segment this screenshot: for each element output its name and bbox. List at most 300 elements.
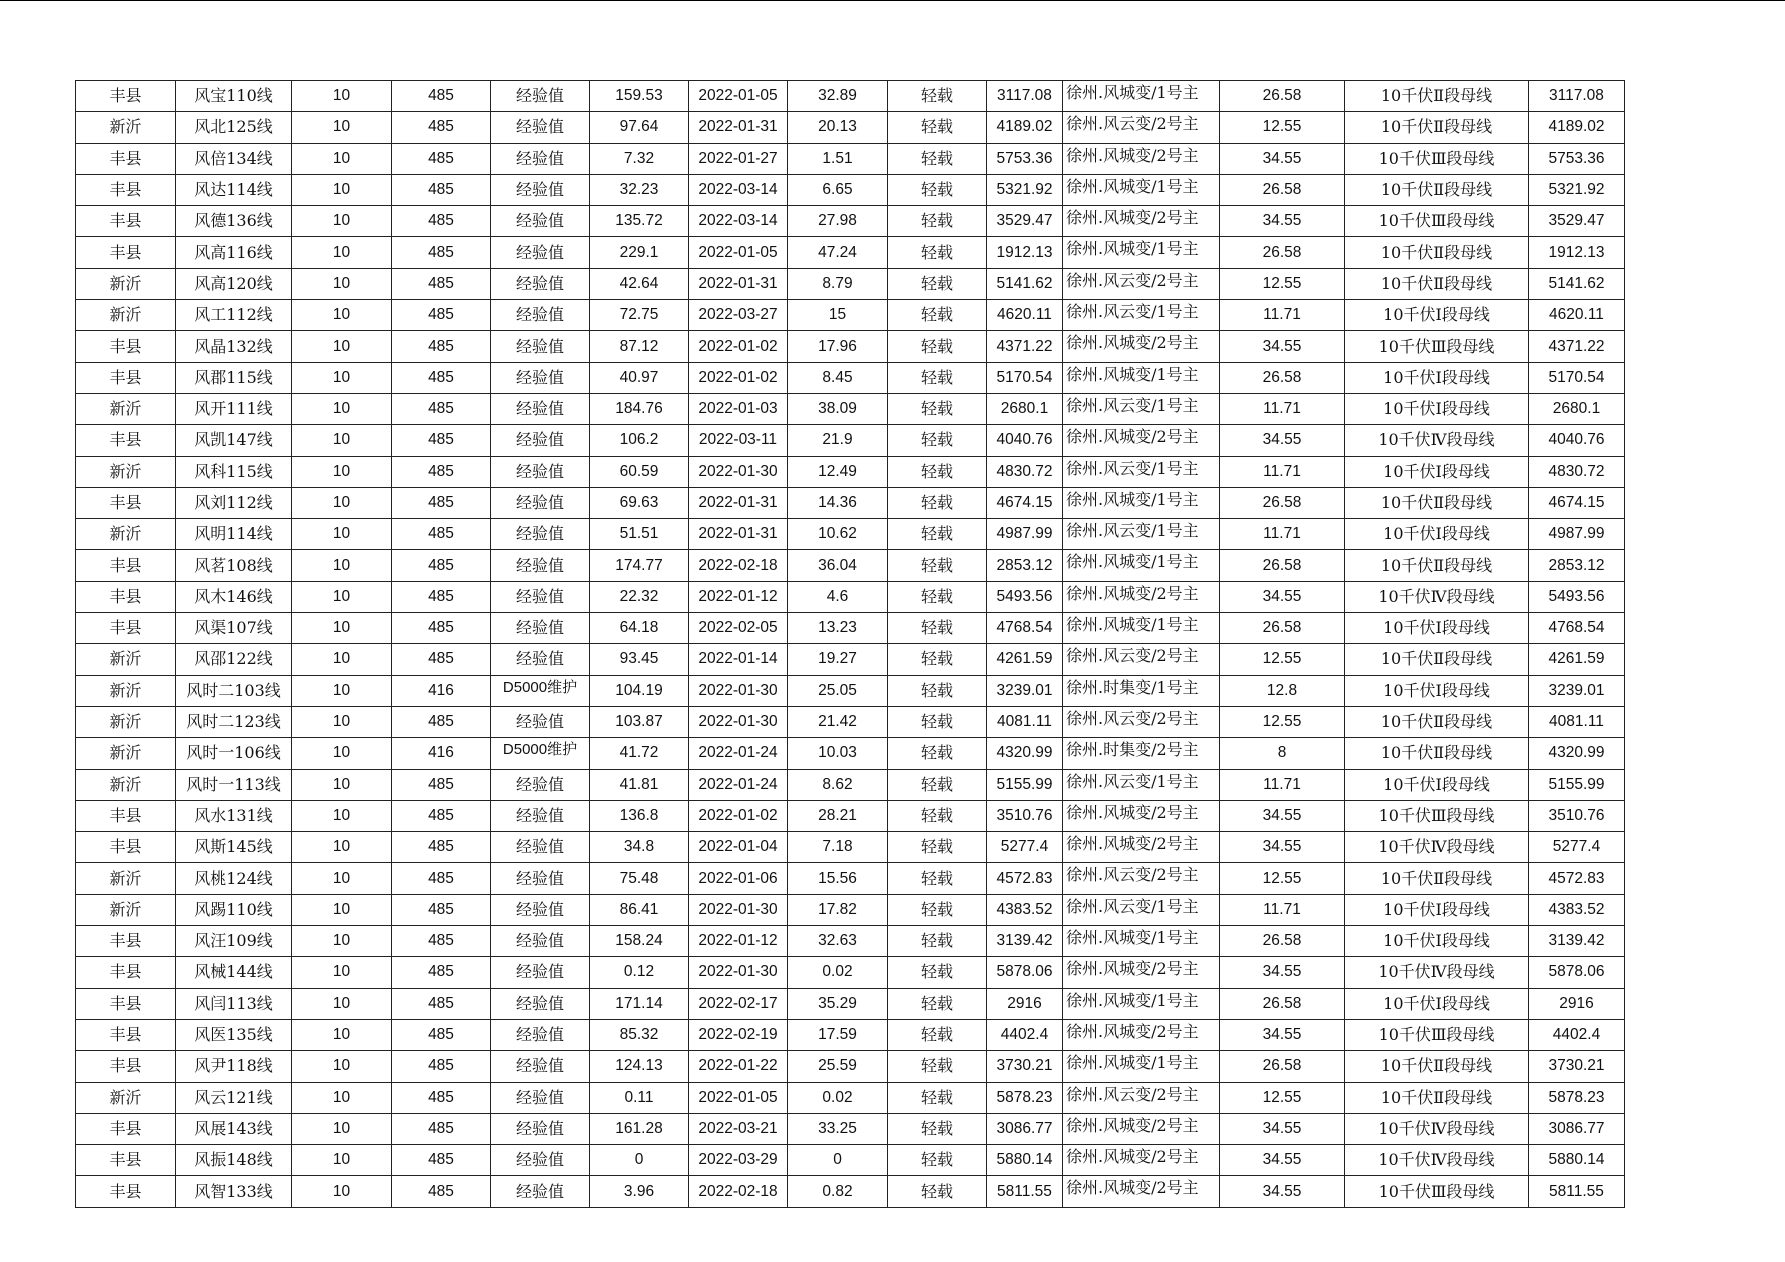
cell-bus-section: 10千伏Ⅱ段母线 — [1345, 1051, 1529, 1082]
cell-line-capacity: 3510.76 — [1529, 800, 1625, 831]
cell-spare-capacity: 5878.23 — [987, 1082, 1063, 1113]
cell-transformer-load-rate: 8 — [1220, 738, 1345, 769]
cell-spare-capacity: 5880.14 — [987, 1145, 1063, 1176]
cell-current-source: 经验值 — [491, 800, 590, 831]
table-row — [76, 1176, 1625, 1207]
cell-county: 丰县 — [76, 237, 176, 268]
cell-spare-capacity: 4674.15 — [987, 487, 1063, 518]
cell-load-rate: 17.96 — [788, 331, 888, 362]
cell-line-capacity: 4768.54 — [1529, 613, 1625, 644]
cell-voltage: 10 — [292, 988, 392, 1019]
cell-load-status: 轻载 — [888, 738, 987, 769]
cell-line-name: 风木146线 — [176, 581, 292, 612]
cell-max-current: 104.19 — [590, 675, 689, 706]
cell-bus-section: 10千伏Ⅲ段母线 — [1345, 331, 1529, 362]
cell-load-status: 轻载 — [888, 550, 987, 581]
cell-bus-section: 10千伏Ⅰ段母线 — [1345, 393, 1529, 424]
cell-county: 丰县 — [76, 581, 176, 612]
cell-line-name: 风科115线 — [176, 456, 292, 487]
cell-line-capacity: 4674.15 — [1529, 487, 1625, 518]
table-row — [76, 331, 1625, 362]
cell-load-status: 轻载 — [888, 1019, 987, 1050]
cell-line-name: 风邵122线 — [176, 644, 292, 675]
cell-line-capacity: 3529.47 — [1529, 206, 1625, 237]
cell-current-source: 经验值 — [491, 1113, 590, 1144]
table-row — [76, 206, 1625, 237]
cell-rated-current: 416 — [392, 738, 491, 769]
cell-line-capacity: 3730.21 — [1529, 1051, 1625, 1082]
cell-spare-capacity: 2680.1 — [987, 393, 1063, 424]
cell-spare-capacity: 5170.54 — [987, 362, 1063, 393]
cell-spare-capacity: 4620.11 — [987, 300, 1063, 331]
cell-rated-current: 485 — [392, 300, 491, 331]
cell-line-name: 风宝110线 — [176, 81, 292, 112]
cell-line-capacity: 4189.02 — [1529, 112, 1625, 143]
cell-max-current: 135.72 — [590, 206, 689, 237]
cell-line-name: 风开111线 — [176, 393, 292, 424]
cell-load-rate: 0 — [788, 1145, 888, 1176]
cell-voltage: 10 — [292, 300, 392, 331]
cell-load-rate: 13.23 — [788, 613, 888, 644]
cell-transformer: 徐州.风云变/1号主 — [1063, 456, 1220, 487]
cell-bus-section: 10千伏Ⅱ段母线 — [1345, 237, 1529, 268]
cell-bus-section: 10千伏Ⅱ段母线 — [1345, 706, 1529, 737]
cell-transformer: 徐州.风城变/2号主 — [1063, 143, 1220, 174]
cell-line-capacity: 3139.42 — [1529, 926, 1625, 957]
cell-spare-capacity: 2916 — [987, 988, 1063, 1019]
cell-line-capacity: 4040.76 — [1529, 425, 1625, 456]
cell-date: 2022-03-14 — [689, 174, 788, 205]
cell-voltage: 10 — [292, 1113, 392, 1144]
cell-transformer: 徐州.风城变/2号主 — [1063, 800, 1220, 831]
cell-transformer: 徐州.风城变/2号主 — [1063, 581, 1220, 612]
cell-max-current: 103.87 — [590, 706, 689, 737]
cell-load-rate: 32.63 — [788, 926, 888, 957]
cell-transformer-load-rate: 26.58 — [1220, 174, 1345, 205]
cell-current-source: 经验值 — [491, 206, 590, 237]
cell-date: 2022-01-12 — [689, 581, 788, 612]
cell-load-rate: 27.98 — [788, 206, 888, 237]
cell-transformer-load-rate: 12.55 — [1220, 112, 1345, 143]
cell-load-status: 轻载 — [888, 206, 987, 237]
cell-transformer-load-rate: 11.71 — [1220, 393, 1345, 424]
cell-transformer-load-rate: 34.55 — [1220, 1113, 1345, 1144]
cell-bus-section: 10千伏Ⅲ段母线 — [1345, 800, 1529, 831]
cell-voltage: 10 — [292, 644, 392, 675]
cell-transformer: 徐州.风云变/2号主 — [1063, 268, 1220, 299]
cell-load-rate: 21.9 — [788, 425, 888, 456]
cell-spare-capacity: 3239.01 — [987, 675, 1063, 706]
cell-rated-current: 485 — [392, 1051, 491, 1082]
cell-spare-capacity: 4383.52 — [987, 894, 1063, 925]
cell-load-status: 轻载 — [888, 362, 987, 393]
cell-load-rate: 15 — [788, 300, 888, 331]
cell-line-name: 风明114线 — [176, 519, 292, 550]
cell-load-rate: 1.51 — [788, 143, 888, 174]
cell-current-source: 经验值 — [491, 832, 590, 863]
cell-spare-capacity: 5878.06 — [987, 957, 1063, 988]
cell-date: 2022-01-02 — [689, 362, 788, 393]
cell-voltage: 10 — [292, 1176, 392, 1207]
cell-line-capacity: 4383.52 — [1529, 894, 1625, 925]
cell-line-name: 风时二123线 — [176, 706, 292, 737]
cell-date: 2022-01-05 — [689, 81, 788, 112]
cell-max-current: 0 — [590, 1145, 689, 1176]
table-row — [76, 581, 1625, 612]
cell-line-capacity: 2680.1 — [1529, 393, 1625, 424]
cell-max-current: 32.23 — [590, 174, 689, 205]
cell-line-capacity: 5277.4 — [1529, 832, 1625, 863]
cell-transformer-load-rate: 26.58 — [1220, 550, 1345, 581]
cell-load-status: 轻载 — [888, 863, 987, 894]
cell-rated-current: 485 — [392, 894, 491, 925]
cell-rated-current: 485 — [392, 206, 491, 237]
cell-current-source: 经验值 — [491, 81, 590, 112]
cell-current-source: 经验值 — [491, 1082, 590, 1113]
cell-current-source: 经验值 — [491, 550, 590, 581]
cell-transformer: 徐州.风云变/2号主 — [1063, 863, 1220, 894]
cell-county: 新沂 — [76, 738, 176, 769]
cell-spare-capacity: 3510.76 — [987, 800, 1063, 831]
table-row — [76, 300, 1625, 331]
cell-current-source: D5000维护 — [491, 738, 590, 769]
cell-rated-current: 485 — [392, 957, 491, 988]
cell-line-capacity: 4402.4 — [1529, 1019, 1625, 1050]
table-row — [76, 1113, 1625, 1144]
cell-load-status: 轻载 — [888, 331, 987, 362]
cell-voltage: 10 — [292, 706, 392, 737]
cell-line-name: 风高116线 — [176, 237, 292, 268]
table-row — [76, 706, 1625, 737]
cell-line-capacity: 2916 — [1529, 988, 1625, 1019]
cell-max-current: 3.96 — [590, 1176, 689, 1207]
cell-line-name: 风时二103线 — [176, 675, 292, 706]
cell-line-name: 风茗108线 — [176, 550, 292, 581]
table-row — [76, 1082, 1625, 1113]
cell-load-rate: 0.82 — [788, 1176, 888, 1207]
cell-load-rate: 14.36 — [788, 487, 888, 518]
cell-voltage: 10 — [292, 362, 392, 393]
cell-rated-current: 485 — [392, 393, 491, 424]
cell-load-rate: 19.27 — [788, 644, 888, 675]
cell-transformer-load-rate: 26.58 — [1220, 81, 1345, 112]
cell-load-status: 轻载 — [888, 143, 987, 174]
cell-transformer-load-rate: 26.58 — [1220, 1051, 1345, 1082]
cell-voltage: 10 — [292, 331, 392, 362]
table-row — [76, 362, 1625, 393]
cell-transformer-load-rate: 12.55 — [1220, 863, 1345, 894]
cell-county: 丰县 — [76, 206, 176, 237]
cell-spare-capacity: 5321.92 — [987, 174, 1063, 205]
cell-spare-capacity: 4081.11 — [987, 706, 1063, 737]
cell-line-name: 风凯147线 — [176, 425, 292, 456]
cell-voltage: 10 — [292, 863, 392, 894]
cell-transformer: 徐州.风城变/1号主 — [1063, 613, 1220, 644]
cell-current-source: 经验值 — [491, 143, 590, 174]
cell-rated-current: 485 — [392, 268, 491, 299]
cell-line-capacity: 4987.99 — [1529, 519, 1625, 550]
cell-bus-section: 10千伏Ⅰ段母线 — [1345, 613, 1529, 644]
cell-current-source: 经验值 — [491, 769, 590, 800]
table-row — [76, 800, 1625, 831]
cell-bus-section: 10千伏Ⅲ段母线 — [1345, 1019, 1529, 1050]
cell-voltage: 10 — [292, 393, 392, 424]
table-row — [76, 613, 1625, 644]
cell-spare-capacity: 4830.72 — [987, 456, 1063, 487]
cell-transformer: 徐州.风城变/2号主 — [1063, 331, 1220, 362]
cell-transformer: 徐州.风城变/1号主 — [1063, 1051, 1220, 1082]
cell-load-status: 轻载 — [888, 1145, 987, 1176]
cell-county: 新沂 — [76, 675, 176, 706]
cell-date: 2022-01-30 — [689, 894, 788, 925]
table-row — [76, 926, 1625, 957]
cell-load-status: 轻载 — [888, 957, 987, 988]
cell-county: 丰县 — [76, 1113, 176, 1144]
cell-date: 2022-03-27 — [689, 300, 788, 331]
cell-max-current: 72.75 — [590, 300, 689, 331]
cell-load-rate: 0.02 — [788, 1082, 888, 1113]
cell-transformer-load-rate: 12.8 — [1220, 675, 1345, 706]
cell-max-current: 174.77 — [590, 550, 689, 581]
cell-line-name: 风德136线 — [176, 206, 292, 237]
cell-current-source: 经验值 — [491, 863, 590, 894]
cell-transformer-load-rate: 34.55 — [1220, 143, 1345, 174]
cell-max-current: 124.13 — [590, 1051, 689, 1082]
cell-bus-section: 10千伏Ⅰ段母线 — [1345, 769, 1529, 800]
cell-rated-current: 485 — [392, 362, 491, 393]
cell-transformer-load-rate: 26.58 — [1220, 988, 1345, 1019]
cell-load-status: 轻载 — [888, 112, 987, 143]
table-row — [76, 112, 1625, 143]
cell-date: 2022-03-14 — [689, 206, 788, 237]
cell-current-source: 经验值 — [491, 237, 590, 268]
cell-transformer-load-rate: 34.55 — [1220, 1019, 1345, 1050]
cell-date: 2022-01-31 — [689, 112, 788, 143]
cell-county: 丰县 — [76, 550, 176, 581]
cell-max-current: 86.41 — [590, 894, 689, 925]
cell-current-source: 经验值 — [491, 174, 590, 205]
cell-max-current: 51.51 — [590, 519, 689, 550]
cell-current-source: 经验值 — [491, 926, 590, 957]
cell-rated-current: 485 — [392, 832, 491, 863]
page-top-rule — [0, 0, 1785, 1]
cell-line-name: 风械144线 — [176, 957, 292, 988]
cell-date: 2022-01-27 — [689, 143, 788, 174]
cell-line-name: 风闫113线 — [176, 988, 292, 1019]
cell-transformer: 徐州.风城变/2号主 — [1063, 1145, 1220, 1176]
cell-county: 新沂 — [76, 644, 176, 675]
cell-voltage: 10 — [292, 112, 392, 143]
cell-bus-section: 10千伏Ⅰ段母线 — [1345, 988, 1529, 1019]
table-row — [76, 268, 1625, 299]
cell-date: 2022-02-05 — [689, 613, 788, 644]
cell-date: 2022-02-18 — [689, 1176, 788, 1207]
cell-transformer-load-rate: 34.55 — [1220, 581, 1345, 612]
cell-rated-current: 485 — [392, 1176, 491, 1207]
cell-voltage: 10 — [292, 550, 392, 581]
cell-transformer-load-rate: 11.71 — [1220, 769, 1345, 800]
cell-rated-current: 485 — [392, 863, 491, 894]
cell-transformer: 徐州.时集变/2号主 — [1063, 738, 1220, 769]
table-row — [76, 1019, 1625, 1050]
cell-bus-section: 10千伏Ⅲ段母线 — [1345, 1176, 1529, 1207]
cell-load-rate: 0.02 — [788, 957, 888, 988]
cell-transformer-load-rate: 34.55 — [1220, 1145, 1345, 1176]
cell-transformer: 徐州.风城变/1号主 — [1063, 237, 1220, 268]
cell-line-name: 风桃124线 — [176, 863, 292, 894]
cell-voltage: 10 — [292, 1051, 392, 1082]
cell-date: 2022-01-30 — [689, 957, 788, 988]
cell-bus-section: 10千伏Ⅱ段母线 — [1345, 550, 1529, 581]
cell-voltage: 10 — [292, 1019, 392, 1050]
cell-transformer: 徐州.风城变/1号主 — [1063, 81, 1220, 112]
cell-current-source: 经验值 — [491, 362, 590, 393]
cell-county: 新沂 — [76, 863, 176, 894]
cell-date: 2022-01-30 — [689, 675, 788, 706]
cell-line-capacity: 4830.72 — [1529, 456, 1625, 487]
cell-transformer: 徐州.风城变/1号主 — [1063, 988, 1220, 1019]
cell-max-current: 184.76 — [590, 393, 689, 424]
cell-max-current: 93.45 — [590, 644, 689, 675]
cell-current-source: 经验值 — [491, 613, 590, 644]
cell-max-current: 7.32 — [590, 143, 689, 174]
cell-transformer-load-rate: 12.55 — [1220, 1082, 1345, 1113]
cell-current-source: 经验值 — [491, 1051, 590, 1082]
cell-county: 丰县 — [76, 1019, 176, 1050]
cell-max-current: 229.1 — [590, 237, 689, 268]
cell-line-name: 风刘112线 — [176, 487, 292, 518]
cell-load-rate: 10.62 — [788, 519, 888, 550]
cell-bus-section: 10千伏Ⅱ段母线 — [1345, 268, 1529, 299]
cell-date: 2022-01-31 — [689, 519, 788, 550]
cell-county: 新沂 — [76, 519, 176, 550]
cell-date: 2022-03-29 — [689, 1145, 788, 1176]
cell-current-source: 经验值 — [491, 1145, 590, 1176]
cell-voltage: 10 — [292, 613, 392, 644]
cell-line-name: 风高120线 — [176, 268, 292, 299]
cell-transformer-load-rate: 12.55 — [1220, 268, 1345, 299]
cell-load-status: 轻载 — [888, 1113, 987, 1144]
cell-load-rate: 36.04 — [788, 550, 888, 581]
cell-load-status: 轻载 — [888, 300, 987, 331]
cell-rated-current: 485 — [392, 926, 491, 957]
cell-line-capacity: 4371.22 — [1529, 331, 1625, 362]
cell-date: 2022-01-30 — [689, 706, 788, 737]
cell-current-source: 经验值 — [491, 331, 590, 362]
table-row — [76, 456, 1625, 487]
cell-date: 2022-01-31 — [689, 487, 788, 518]
table-row — [76, 832, 1625, 863]
cell-load-status: 轻载 — [888, 425, 987, 456]
cell-county: 丰县 — [76, 487, 176, 518]
cell-rated-current: 485 — [392, 237, 491, 268]
cell-county: 丰县 — [76, 1145, 176, 1176]
cell-county: 丰县 — [76, 832, 176, 863]
cell-line-capacity: 5811.55 — [1529, 1176, 1625, 1207]
cell-transformer-load-rate: 34.55 — [1220, 331, 1345, 362]
cell-bus-section: 10千伏Ⅰ段母线 — [1345, 300, 1529, 331]
cell-load-rate: 47.24 — [788, 237, 888, 268]
cell-bus-section: 10千伏Ⅱ段母线 — [1345, 644, 1529, 675]
cell-line-capacity: 4261.59 — [1529, 644, 1625, 675]
cell-current-source: 经验值 — [491, 393, 590, 424]
cell-spare-capacity: 5493.56 — [987, 581, 1063, 612]
cell-bus-section: 10千伏Ⅱ段母线 — [1345, 112, 1529, 143]
cell-transformer: 徐州.风城变/2号主 — [1063, 1019, 1220, 1050]
table-row — [76, 393, 1625, 424]
cell-voltage: 10 — [292, 894, 392, 925]
cell-transformer: 徐州.风云变/1号主 — [1063, 300, 1220, 331]
cell-current-source: 经验值 — [491, 425, 590, 456]
cell-county: 新沂 — [76, 300, 176, 331]
cell-load-status: 轻载 — [888, 675, 987, 706]
cell-spare-capacity: 1912.13 — [987, 237, 1063, 268]
cell-load-rate: 28.21 — [788, 800, 888, 831]
cell-bus-section: 10千伏Ⅳ段母线 — [1345, 957, 1529, 988]
cell-date: 2022-01-03 — [689, 393, 788, 424]
cell-load-rate: 8.45 — [788, 362, 888, 393]
cell-transformer-load-rate: 26.58 — [1220, 926, 1345, 957]
cell-rated-current: 485 — [392, 519, 491, 550]
cell-line-name: 风渠107线 — [176, 613, 292, 644]
cell-date: 2022-02-17 — [689, 988, 788, 1019]
cell-line-capacity: 2853.12 — [1529, 550, 1625, 581]
cell-rated-current: 485 — [392, 331, 491, 362]
cell-bus-section: 10千伏Ⅱ段母线 — [1345, 1082, 1529, 1113]
cell-line-capacity: 5878.06 — [1529, 957, 1625, 988]
cell-line-name: 风尹118线 — [176, 1051, 292, 1082]
cell-bus-section: 10千伏Ⅱ段母线 — [1345, 863, 1529, 894]
cell-transformer: 徐州.风云变/1号主 — [1063, 894, 1220, 925]
cell-county: 新沂 — [76, 1082, 176, 1113]
cell-spare-capacity: 3086.77 — [987, 1113, 1063, 1144]
cell-transformer-load-rate: 26.58 — [1220, 237, 1345, 268]
cell-rated-current: 485 — [392, 706, 491, 737]
cell-line-capacity: 4572.83 — [1529, 863, 1625, 894]
cell-load-status: 轻载 — [888, 769, 987, 800]
cell-max-current: 42.64 — [590, 268, 689, 299]
table-row — [76, 1145, 1625, 1176]
cell-max-current: 22.32 — [590, 581, 689, 612]
table-row — [76, 487, 1625, 518]
cell-transformer-load-rate: 11.71 — [1220, 300, 1345, 331]
cell-county: 新沂 — [76, 112, 176, 143]
cell-county: 丰县 — [76, 988, 176, 1019]
cell-bus-section: 10千伏Ⅰ段母线 — [1345, 362, 1529, 393]
cell-transformer-load-rate: 34.55 — [1220, 1176, 1345, 1207]
cell-spare-capacity: 5277.4 — [987, 832, 1063, 863]
cell-rated-current: 485 — [392, 425, 491, 456]
cell-spare-capacity: 4987.99 — [987, 519, 1063, 550]
cell-load-status: 轻载 — [888, 519, 987, 550]
cell-current-source: 经验值 — [491, 581, 590, 612]
cell-line-capacity: 5753.36 — [1529, 143, 1625, 174]
cell-max-current: 85.32 — [590, 1019, 689, 1050]
cell-current-source: 经验值 — [491, 300, 590, 331]
cell-current-source: 经验值 — [491, 706, 590, 737]
table-row — [76, 644, 1625, 675]
cell-line-name: 风郡115线 — [176, 362, 292, 393]
cell-load-rate: 4.6 — [788, 581, 888, 612]
cell-line-capacity: 4620.11 — [1529, 300, 1625, 331]
cell-load-rate: 33.25 — [788, 1113, 888, 1144]
cell-transformer: 徐州.风城变/2号主 — [1063, 206, 1220, 237]
cell-current-source: 经验值 — [491, 957, 590, 988]
cell-rated-current: 485 — [392, 988, 491, 1019]
cell-max-current: 161.28 — [590, 1113, 689, 1144]
cell-date: 2022-02-19 — [689, 1019, 788, 1050]
cell-line-capacity: 5141.62 — [1529, 268, 1625, 299]
